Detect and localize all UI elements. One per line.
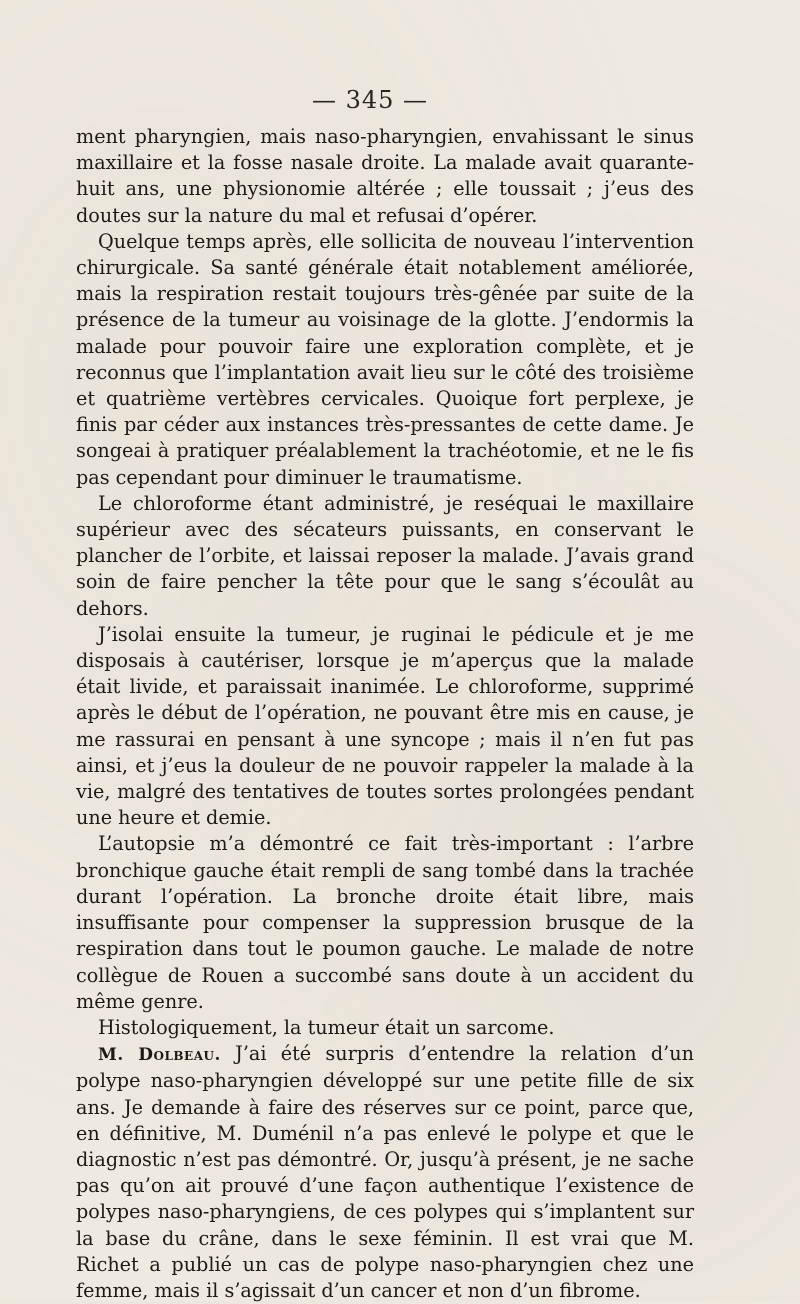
page-number: — 345 — (311, 86, 429, 114)
paragraph-dolbeau (76, 1041, 694, 1304)
paragraph-tumor-isolation: J’isolai ensuite la tumeur, je ruginai le pédicule et je me disposais à cautériser, lorsque je m’aperçus que la malade était livide, et paraissait inanimée. Le chloroforme, supprimé après le début de l’opération, ne pouvant être mis en cause, je me rassurai en pensant à une syncope ; mais il n’en fut pas ainsi, et j’eus la douleur de ne pouvoir rappeler la malade à la vie, malgré des tentatives de toutes sortes prolongées pendant une heure et demie. (76, 622, 694, 830)
speaker-remarks: J’ai été surpris d’entendre la relation d’un polype naso-pharyngien développé sur une petite fille de six ans. Je demande à faire des réserves sur ce point, parce que, en définitive, M. Duménil n’a pas enlevé le polype et que le diagnostic n’est pas démontré. Or, jusqu’à présent, je ne sache pas qu’on ait prouvé d’une façon authentique l’existence de polypes naso-pharyngiens, de ces polypes qui s’implantent sur la base du crâne, dans le sexe féminin. Il est vrai que M. Richet a publié un cas de polype naso-pharyngien chez une femme, mais il s’agissait d’un cancer et non d’un fibrome. (76, 1042, 694, 1302)
paragraph-continuation: ment pharyngien, mais naso-pharyngien, envahissant le sinus maxillaire et la fosse nasale droite. La malade avait quarante-huit ans, une physionomie altérée ; elle toussait ; j’eus des doutes sur la nature du mal et refusai d’opérer. (76, 125, 694, 227)
paragraph-autopsy: L’autopsie m’a démontré ce fait très-important : l’arbre bronchique gauche était rempli de sang tombé dans la trachée durant l’opération. La bronche droite était libre, mais insuffisante pour compenser la suppression brusque de la respiration dans tout le poumon gauche. Le malade de notre collègue de Rouen a succombé sans doute à un accident du même genre. (76, 832, 694, 1013)
paragraph-chloroform: Le chloroforme étant administré, je reséquai le maxillaire supérieur avec des sécateurs puissants, en conservant le plancher de l’orbite, et laissai reposer la malade. J’avais grand soin de faire pencher la tête pour que le sang s’écoulât au dehors. (76, 491, 694, 620)
paragraph-histology: Histologiquement, la tumeur était un sarcome. (98, 1015, 555, 1039)
speaker-name: M. Dolbeau. (98, 1045, 221, 1066)
body-text (76, 124, 694, 1304)
paragraph-second-intervention: Quelque temps après, elle sollicita de nouveau l’intervention chirurgicale. Sa santé générale était notablement améliorée, mais la respiration restait toujours très-gênée par suite de la présence de la tumeur au voisinage de la glotte. J’endormis la malade pour pouvoir faire une exploration complète, et je reconnus que l’implantation avait lieu sur le côté des troisième et quatrième vertèbres cervicales. Quoique fort perplexe, je finis par céder aux instances très-pressantes de cette dame. Je songeai à pratiquer préalablement la trachéotomie, et ne le fis pas cependant pour diminuer le traumatisme. (76, 229, 694, 489)
